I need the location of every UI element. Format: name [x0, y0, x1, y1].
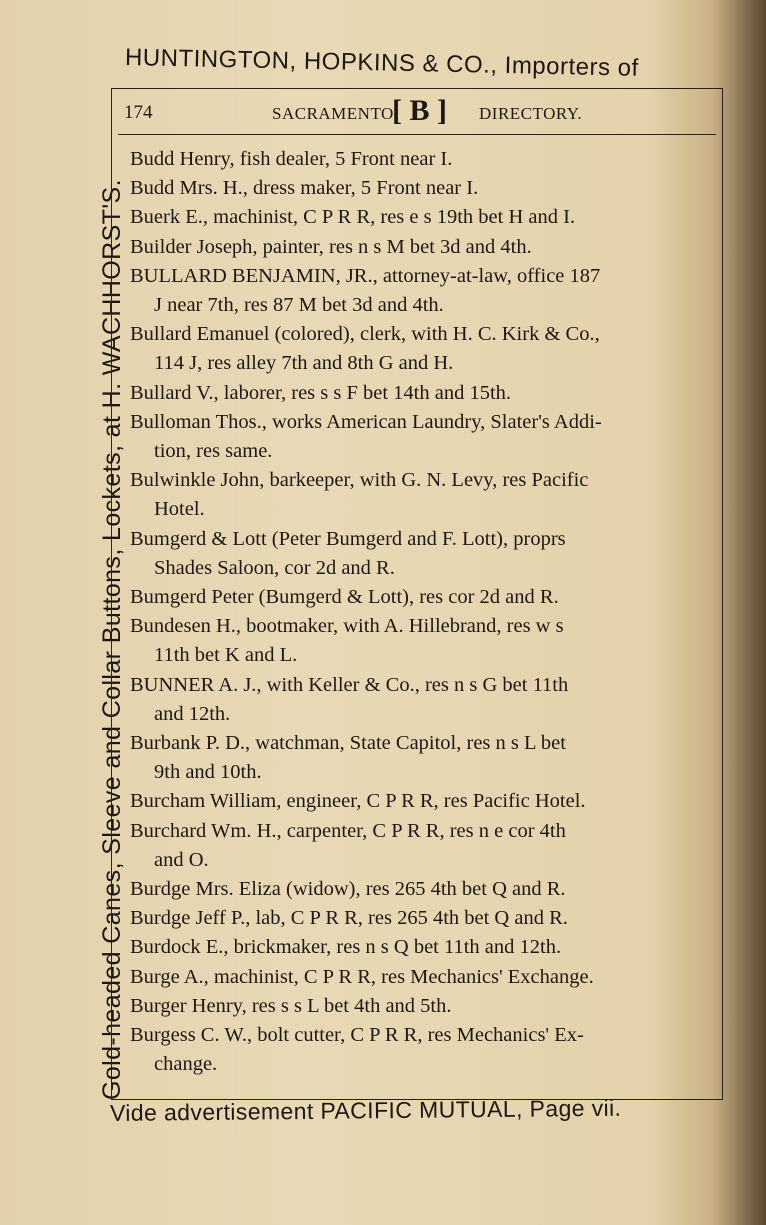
directory-entry	[130, 379, 715, 408]
directory-entry	[130, 203, 715, 232]
entry-continuation-line: Shades Saloon, cor 2d and R.	[154, 556, 395, 579]
entry-continuation-line: 11th bet K and L.	[154, 644, 298, 667]
directory-entry	[130, 174, 715, 203]
entry-line: Bumgerd Peter (Bumgerd & Lott), res cor 2d and R.	[130, 586, 559, 609]
entry-continuation-line: Hotel.	[154, 498, 205, 521]
directory-entry	[130, 875, 715, 904]
directory-entry	[130, 612, 715, 670]
top-advertisement-banner: HUNTINGTON, HOPKINS & CO., Importers of	[124, 44, 639, 82]
entry-line: Bumgerd & Lott (Peter Bumgerd and F. Lott), proprs	[130, 527, 566, 550]
directory-entry	[130, 320, 715, 378]
directory-entry	[130, 145, 715, 174]
entry-continuation-line: 114 J, res alley 7th and 8th G and H.	[154, 352, 454, 375]
entry-line: Burcham William, engineer, C P R R, res Pacific Hotel.	[130, 790, 586, 813]
entry-line: Buerk E., machinist, C P R R, res e s 19th bet H and I.	[130, 206, 576, 229]
entry-continuation-line: tion, res same.	[154, 440, 273, 463]
entry-line: Burgess C. W., bolt cutter, C P R R, res Mechanics' Ex-	[130, 1024, 584, 1047]
entry-line: Burdge Jeff P., lab, C P R R, res 265 4th bet Q and R.	[130, 907, 568, 930]
directory-entry	[130, 963, 715, 992]
directory-entry	[130, 466, 715, 524]
entry-line: Bulloman Thos., works American Laundry, Slater's Addi-	[130, 410, 602, 433]
entry-line: Budd Mrs. H., dress maker, 5 Front near I.	[130, 177, 479, 200]
side-advertisement-banner: Gold-headed Canes, Sleeve and Collar Buttons, Lockets, at H. WACHHORST'S.	[98, 179, 126, 1100]
entry-continuation-line: and O.	[154, 848, 209, 871]
directory-entry	[130, 817, 715, 875]
bottom-advertisement-banner: Vide advertisement PACIFIC MUTUAL, Page vii.	[109, 1094, 622, 1126]
entry-line: Burchard Wm. H., carpenter, C P R R, res n e cor 4th	[130, 819, 566, 842]
entry-line: Burdge Mrs. Eliza (widow), res 265 4th bet Q and R.	[130, 878, 566, 901]
directory-entry	[130, 408, 715, 466]
directory-entry	[130, 583, 715, 612]
entry-continuation-line: and 12th.	[154, 702, 231, 725]
directory-entry	[130, 233, 715, 262]
directory-entry	[130, 1021, 715, 1079]
header-rule	[118, 134, 716, 135]
entry-line: BUNNER A. J., with Keller & Co., res n s G bet 11th	[130, 673, 569, 696]
entry-line: Bulwinkle John, barkeeper, with G. N. Levy, res Pacific	[130, 469, 589, 492]
directory-entry	[130, 671, 715, 729]
entry-line: Burger Henry, res s s L bet 4th and 5th.	[130, 994, 452, 1017]
header-letter: [ B ]	[392, 94, 447, 127]
entry-continuation-line: change.	[154, 1053, 218, 1076]
directory-entries	[130, 145, 715, 1080]
running-header	[124, 96, 709, 130]
page-number: 174	[124, 102, 153, 123]
entry-line: Bullard Emanuel (colored), clerk, with H. C. Kirk & Co.,	[130, 323, 600, 346]
directory-entry	[130, 262, 715, 320]
directory-entry	[130, 904, 715, 933]
entry-continuation-line: J near 7th, res 87 M bet 3d and 4th.	[154, 294, 444, 317]
entry-line: Bullard V., laborer, res s s F bet 14th and 15th.	[130, 381, 512, 404]
entry-line: Budd Henry, fish dealer, 5 Front near I.	[130, 148, 453, 170]
entry-line: Builder Joseph, painter, res n s M bet 3d and 4th.	[130, 235, 532, 258]
entry-line: BULLARD BENJAMIN, JR., attorney-at-law, office 187	[130, 264, 601, 287]
directory-entry	[130, 787, 715, 816]
entry-line: Burdock E., brickmaker, res n s Q bet 11th and 12th.	[130, 936, 562, 959]
directory-entry	[130, 525, 715, 583]
entry-line: Burbank P. D., watchman, State Capitol, res n s L bet	[130, 732, 566, 755]
entry-continuation-line: 9th and 10th.	[154, 761, 262, 784]
entry-line: Burge A., machinist, C P R R, res Mechanics' Exchange.	[130, 965, 594, 988]
entry-line: Bundesen H., bootmaker, with A. Hillebrand, res w s	[130, 615, 564, 638]
directory-entry	[130, 729, 715, 787]
directory-entry	[130, 933, 715, 962]
header-section: DIRECTORY.	[479, 104, 583, 123]
directory-entry	[130, 992, 715, 1021]
header-city: SACRAMENTO	[272, 104, 394, 123]
